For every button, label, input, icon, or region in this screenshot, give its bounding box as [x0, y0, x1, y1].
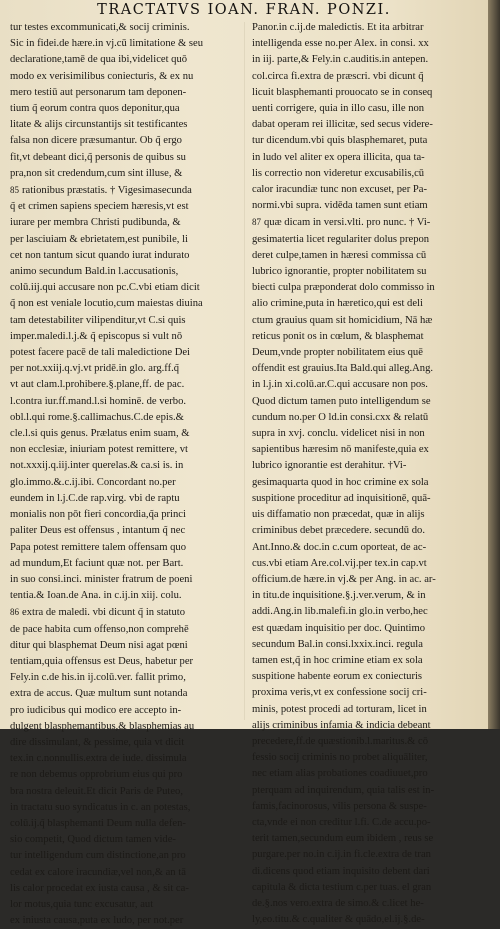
right-column-line: Ant.Inno.& doc.in c.cum oporteat, de ac- — [252, 541, 427, 553]
right-column-line: criminibus debet præcedere. secundū do. — [252, 525, 425, 537]
left-column-line: cet non tantum sicut quando iurat indurato — [10, 249, 190, 261]
right-column-line: officium.de hære.in vj.& per Ang. in ac. ar- — [252, 573, 436, 585]
right-column — [252, 20, 482, 926]
margin-number: 86 — [10, 607, 19, 618]
right-column-line: reticus ponit os in cœlum, & blasphemat — [252, 330, 424, 342]
right-column-line: ly,eo.titu.& c.qualiter & quādo,el.ij.§.de- — [252, 914, 425, 926]
left-column-line: ditur qui blasphemat Deum nisi agat pœni — [10, 639, 188, 651]
left-column-line: tex.in c.nonnullis.extra de iude. dissimula — [10, 753, 187, 765]
right-column-line: gesimatertia licet regulariter dolus prepon — [252, 233, 430, 245]
page-edge — [488, 0, 500, 729]
left-column-line: 86 extra de maledi. vbi dicunt q̃ in statuto — [10, 607, 185, 619]
right-column-line: Quod dictum tamen puto intelligendum se — [252, 395, 431, 407]
left-column-line: obl.l.qui rome.§.callimachus.C.de epis.& — [10, 411, 184, 423]
left-column-line: imper.maledi.l.j.& q̃ episcopus si vult nō — [10, 330, 183, 342]
left-column-line: potest facere pacē de tali maledictione Dei — [10, 347, 191, 359]
right-column-line: cundum no.per O ld.in consi.cxx & relatū — [252, 411, 429, 423]
right-column-line: minis, potest procedi ad torturam, licet in — [252, 703, 427, 715]
right-column-line: in ludo vel aliter ex opera illicita, qua ta- — [252, 151, 425, 163]
left-column-line: in tractatu suo syndicatus in c. an potestas, — [10, 801, 191, 813]
right-column-line: sapientibus hæresim nō manifeste,quia ex — [252, 444, 429, 456]
left-column-line: paliter Deus est offensus , intantum q̃ nec — [10, 525, 186, 537]
right-column-line: cus.vbi etiam Are.col.vij.per tex.in cap.vt — [252, 557, 427, 569]
running-title: TRACTATVS IOAN. FRAN. PONZI. — [97, 2, 391, 18]
right-column-line: licuit blasphemanti prouocato se in conseq — [252, 86, 433, 98]
left-column-line: de pace habita cum offenso,non comprehē — [10, 623, 189, 635]
left-column-line: in suo consi.inci. minister fratrum de poeni — [10, 573, 193, 585]
left-column-line: animo secundum Bald.in l.accusationis, — [10, 266, 179, 278]
right-column-line: Panor.in c.ij.de maledictis. Et ita arbitrar — [252, 22, 424, 33]
right-column-line: gesimaquarta quod in hoc crimine ex sola — [252, 476, 429, 488]
right-column-line: alijs criminibus infamia & indicia debeant — [252, 719, 431, 731]
right-column-line: suspitione proceditur ad inquisitionē, quā- — [252, 492, 431, 504]
left-column-line: eundem in l.j.C.de rap.virg. vbi de raptu — [10, 492, 180, 504]
left-column-line: q̃ non est veniale locutio,cum maiestas diuina — [10, 298, 203, 310]
right-column-line: biecti culpa præponderat dolo commisso in — [252, 282, 435, 294]
right-column-line: supra in xvj. conclu. videlicet nisi in non — [252, 428, 425, 440]
right-column-line: lubrico ignorantie, propter nobilitatem su — [252, 266, 427, 278]
left-column-line: colū.iij.qui accusare non pc.C.vbi etiam dicit — [10, 282, 200, 294]
left-column-line: extra de accus. Quæ multum sunt notanda — [10, 688, 188, 700]
right-column-line: in iij. parte,& Fely.in c.auditis.in antepen. — [252, 54, 429, 66]
right-column-line: normi.vbi supra. vidēda tamen sunt etiam — [252, 200, 428, 212]
right-column-line: famis,facinorosus, vilis persona & suspe- — [252, 800, 427, 812]
right-column-line: terit tamen,secundum eum ibidem , reus se — [252, 833, 434, 845]
left-column-line: sio competit, Quod dictum tamen vide- — [10, 834, 176, 846]
left-column-line: pro iudicibus qui modico ere accepto in- — [10, 704, 182, 716]
left-column-line: tur intelligendum cum distinctione,an pro — [10, 850, 186, 862]
left-column-line: l.contra iur.ff.mand.l.si hominē. de verbo. — [10, 395, 187, 407]
left-column-line: lis calor procedat ex iusta causa , & sit ca- — [10, 882, 189, 894]
right-column-line: pterquam ad inquirendum, quia talis est in- — [252, 784, 435, 796]
right-column-line: est quædam inquisitio per doc. Quintimo — [252, 622, 426, 634]
right-column-line: in l.j.in xi.colū.ar.C.qui accusare non pos. — [252, 379, 428, 391]
right-column-line: col.circa fi.extra de præscri. vbi dicunt q̃ — [252, 70, 424, 82]
right-column-line: 87 quæ dicam in versi.vlti. pro nunc. † Vi- — [252, 217, 431, 229]
left-column-line: lor motus,quia tunc excusatur, aut — [10, 898, 154, 910]
right-column-line: precedere,ff.de quæstionib.l.maritus.& cō — [252, 735, 429, 747]
left-column-line: Fely.in c.de his.in ij.colū.ver. fallit primo, — [10, 672, 186, 684]
right-column-line: tur dicendum.vbi quis blasphemaret, puta — [252, 135, 428, 147]
right-column-line: de.§.nos vero.extra de simo.& c.licet he- — [252, 897, 424, 909]
left-column-line: falsa non dicere præsumantur. Ob q̃ ergo — [10, 135, 182, 147]
left-column-line: vt aut clam.l.prohibere.§.plane,ff. de pac. — [10, 379, 185, 391]
right-column-line: Deum,vnde propter nobilitatem eius quē — [252, 347, 423, 359]
left-column-line: 85 rationibus præstatis. † Vigesimasecunda — [10, 185, 192, 197]
left-column-line: tentiam,quia offensus est Deus, habetur per — [10, 655, 194, 667]
left-column-line: not.xxxij.q.iij.inter querelas.& ca.si is. in — [10, 460, 184, 472]
left-column-line: pra,non sit credendum,cum sint illuse, & — [10, 167, 183, 179]
left-column-line: tium q̃ eorum contra quos deponitur,qua — [10, 103, 180, 115]
left-column-line: q̃ et crimen sapiens speciem hæresis,vt est — [10, 201, 189, 213]
right-column-line: fessio socij criminis no probet aliquāliter, — [252, 752, 428, 764]
left-column-line: per not.xxiij.q.vj.vt pridē.in glo. arg.ff.q̃ — [10, 363, 180, 375]
right-column-line: dabat operam rei illicitæ, sed secus videre- — [252, 119, 433, 131]
right-column-line: cta,vnde ei non creditur l.fi. C.de accu.po- — [252, 816, 431, 828]
right-column-line: addi.Ang.in lib.malefi.in glo.in verbo,hec — [252, 606, 428, 618]
left-column-line: ex iniusta causa,puta ex ludo, per not.per — [10, 915, 184, 927]
left-column-line: non ecclesiæ, iniuriam potest remittere, vt — [10, 444, 188, 456]
left-column-line: re non debemus opprobrium eius qui pro — [10, 769, 183, 781]
right-column-line: ctum grauius quam sit homicidium, Nā hæ — [252, 314, 433, 326]
left-column-line: bra nostra deleuit.Et dicit Paris de Puteo, — [10, 785, 183, 797]
right-column-line: deret culpe,tamen in hæresi commissa cū — [252, 249, 427, 261]
right-column-line: uis diffamatio non præcedat, quæ in alijs — [252, 509, 425, 521]
left-column-line: mero testiū aut personarum tam deponen- — [10, 86, 187, 98]
margin-number: 87 — [252, 217, 261, 228]
right-column-line: purgare.per no.in c.ij.in fi.cle.extra de tran — [252, 849, 431, 861]
right-column-line: alio crimine,puta in hæretico,qui est deli — [252, 298, 423, 310]
left-column-line: litate & alijs circunstantijs sit testificantes — [10, 119, 188, 131]
right-column-line: calor iracundiæ tunc non excuset, per Pa- — [252, 184, 428, 196]
right-column-line: offendit est grauius.Ita Bald.qui alleg.Ang. — [252, 363, 434, 375]
right-column-line: capitula & dicta testium c.per tuas. el gran — [252, 881, 432, 893]
right-column-line: uenti corrigere, quia in illo casu, ille non — [252, 103, 425, 115]
left-column-line: dire dissimulant, & pessime, quia vt dicit — [10, 736, 185, 748]
left-column-line: glo.immo.&.c.ij.ibi. Concordant no.per — [10, 476, 176, 488]
left-column-line: cle.l.si quis genus. Prælatus enim suam, & — [10, 428, 190, 440]
right-column-line: lubrico ignorantie est derahitur. †Vi- — [252, 460, 407, 472]
left-column-line: tentia.& Ioan.de Ana. in c.ij.in xiij. colu. — [10, 590, 182, 602]
right-column-line: nec etiam alias probationes coadiuuet,pro — [252, 768, 428, 780]
left-column-line: iurare per membra Christi pudibunda, & — [10, 217, 181, 229]
right-column-line: tamen est,q̃ in hoc crimine etiam ex sola — [252, 654, 423, 666]
left-column-line: declaratione,tamē de qua ibi,videlicet quō — [10, 54, 188, 66]
left-column-line: modo ex verisimilibus coniecturis, & ex nu — [10, 70, 194, 82]
left-column-line: per lasciuiam & ebrietatem,est punibile, li — [10, 233, 188, 245]
right-column-line: secundum Bal.in consi.lxxix.inci. regula — [252, 638, 423, 650]
column-gutter — [244, 22, 245, 720]
left-column — [10, 20, 242, 927]
left-column-line: fit,vt debeant dici,q̃ personis de quibus su — [10, 151, 186, 163]
right-column-line: intelligenda esse no.per Alex. in consi. xx — [252, 38, 429, 50]
left-column-line: tam detestabiliter vilipenditur,vt C.si quis — [10, 314, 186, 326]
left-column-line: tur testes excommunicati,& socij criminis. — [10, 22, 190, 33]
left-column-line: monialis non pōt fieri concordia,q̃a princi — [10, 509, 186, 521]
left-column-line: ad mundum,Et faciunt quæ not. per Bart. — [10, 557, 184, 569]
left-column-line: dulgent blasphemantibus,& blasphemias au — [10, 720, 195, 732]
right-column-line: in titu.de inquisitione.§.j.ver.verum, & in — [252, 590, 426, 602]
right-column-line: di.dicens quod etiam inquisito debent dari — [252, 865, 430, 877]
left-column-line: colū.ij.q̃ blasphemanti Deum nulla defen- — [10, 817, 186, 829]
right-column-line: suspitione habente eorum ex coniecturis — [252, 671, 423, 683]
left-column-line: Papa potest remittere talem offensam quo — [10, 541, 187, 553]
right-column-line: lis correctio non videretur excusabilis,cū — [252, 167, 425, 179]
margin-number: 85 — [10, 185, 19, 196]
right-column-line: proxima veris,vt ex confessione socij cri- — [252, 687, 427, 699]
left-column-line: Sic in fidei.de hære.in vj.cū limitatione & seu — [10, 38, 204, 50]
left-column-line: cedat ex calore iracundiæ,vel non,& an tā — [10, 866, 186, 878]
